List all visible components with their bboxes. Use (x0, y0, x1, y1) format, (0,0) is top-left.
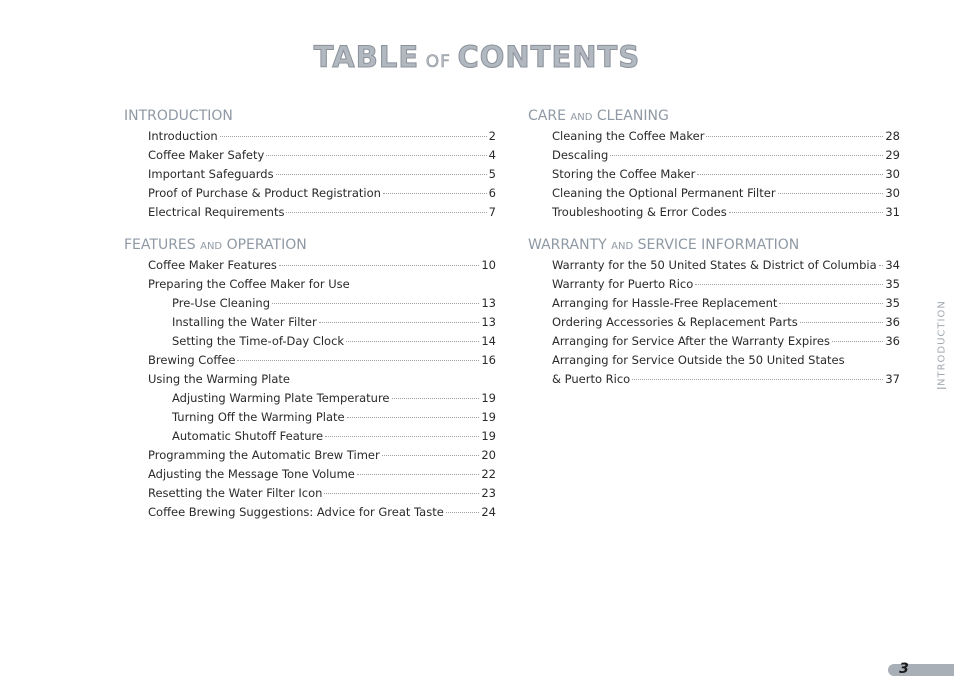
toc-entry-text: Proof of Purchase & Product Registration (148, 186, 381, 200)
toc-entry-text: Cleaning the Coffee Maker (552, 129, 705, 143)
toc-entry[interactable] (528, 313, 900, 332)
left-column (124, 107, 496, 536)
toc-page-number: 23 (481, 486, 496, 500)
toc-entry-text: Ordering Accessories & Replacement Parts (552, 315, 798, 329)
toc-entry[interactable] (528, 275, 900, 294)
toc-entry[interactable] (124, 465, 496, 484)
toc-entry-text: Arranging for Service After the Warranty Expires (552, 334, 830, 348)
toc-entry[interactable] (124, 503, 496, 522)
toc-entry-text: Setting the Time-of-Day Clock (172, 334, 345, 348)
toc-page-number: 36 (885, 334, 900, 348)
toc-entry[interactable] (528, 146, 900, 165)
side-tab-initial: I (935, 385, 949, 391)
section-heading (528, 107, 900, 126)
dot-leader (382, 455, 480, 456)
section-heading-main: FEATURES (124, 237, 196, 253)
toc-entry-text: Cleaning the Optional Permanent Filter (552, 186, 776, 200)
toc-entry[interactable] (528, 165, 900, 184)
toc-entry-text: Coffee Maker Safety (148, 148, 265, 162)
toc-entry[interactable] (124, 351, 496, 370)
toc-page-number: 35 (885, 296, 900, 310)
toc-entry[interactable] (528, 351, 900, 370)
dot-leader (695, 284, 883, 285)
toc-entry-text: Turning Off the Warming Plate (172, 410, 345, 424)
toc-entry-text: Warranty for Puerto Rico (552, 277, 694, 291)
toc-page-number: 19 (481, 410, 496, 424)
toc-entry-text: Preparing the Coffee Maker for Use (148, 277, 350, 291)
dot-leader (610, 155, 883, 156)
toc-page-number: 36 (885, 315, 900, 329)
toc-page-number: 7 (488, 205, 496, 219)
toc-page-number: 29 (885, 148, 900, 162)
toc-page-number: 19 (481, 391, 496, 405)
section-heading-rest: OPERATION (226, 237, 307, 253)
toc-entry-text: Resetting the Water Filter Icon (148, 486, 323, 500)
toc-entry[interactable] (124, 165, 496, 184)
dot-leader (632, 379, 883, 380)
section-heading (124, 236, 496, 255)
dot-leader (357, 474, 479, 475)
dot-leader (729, 212, 884, 213)
toc-page-number: 22 (481, 467, 496, 481)
toc-entry-text: Coffee Maker Features (148, 258, 277, 272)
dot-leader (697, 174, 883, 175)
dot-leader (347, 417, 480, 418)
toc-entry[interactable] (124, 427, 496, 446)
toc-page-number: 13 (481, 296, 496, 310)
toc-entry[interactable] (528, 127, 900, 146)
dot-leader (706, 136, 883, 137)
toc-entry-text: Important Safeguards (148, 167, 274, 181)
section-heading-rest: CLEANING (596, 108, 669, 124)
dot-leader (272, 303, 479, 304)
toc-entry[interactable] (528, 256, 900, 275)
toc-entry[interactable] (124, 332, 496, 351)
section-heading (528, 236, 900, 255)
dot-leader (778, 193, 884, 194)
toc-entry-text: Introduction (148, 129, 218, 143)
toc-entry[interactable] (124, 389, 496, 408)
toc-entry[interactable] (124, 313, 496, 332)
toc-entry-text: Installing the Water Filter (172, 315, 317, 329)
title-word-table: TABLE (313, 40, 420, 74)
dot-leader (220, 136, 487, 137)
page-number: 3 (899, 661, 909, 677)
toc-entry-text: Troubleshooting & Error Codes (552, 205, 727, 219)
dot-leader (383, 193, 487, 194)
toc-entry[interactable] (528, 203, 900, 222)
dot-leader (276, 174, 487, 175)
section-heading-main: WARRANTY (528, 237, 607, 253)
toc-entry[interactable] (124, 370, 496, 389)
toc-entry-list (528, 127, 900, 222)
toc-entry[interactable] (124, 146, 496, 165)
dot-leader (286, 212, 486, 213)
title-word-of: OF (425, 52, 451, 72)
section-heading-main: INTRODUCTION (124, 108, 233, 124)
toc-entry[interactable] (528, 370, 900, 389)
toc-entry[interactable] (124, 294, 496, 313)
toc-page-number: 35 (885, 277, 900, 291)
dot-leader (392, 398, 480, 399)
section-heading-main: CARE (528, 108, 566, 124)
dot-leader (779, 303, 883, 304)
dot-leader (237, 360, 479, 361)
toc-entry-text: Brewing Coffee (148, 353, 236, 367)
toc-entry-text: Automatic Shutoff Feature (172, 429, 324, 443)
section-heading (124, 107, 496, 126)
toc-entry-list (124, 256, 496, 522)
toc-page-number: 5 (488, 167, 496, 181)
section-heading-conj: AND (611, 241, 634, 252)
dot-leader (346, 341, 479, 342)
section-heading-conj: AND (200, 241, 223, 252)
toc-page-number: 30 (885, 167, 900, 181)
toc-entry-text: Programming the Automatic Brew Timer (148, 448, 380, 462)
page-title (0, 40, 954, 74)
toc-entry[interactable] (124, 408, 496, 427)
toc-entry[interactable] (528, 332, 900, 351)
toc-entry[interactable] (124, 184, 496, 203)
toc-page-number: 28 (885, 129, 900, 143)
toc-page-number: 24 (481, 505, 496, 519)
section-heading-rest: SERVICE INFORMATION (637, 237, 800, 253)
toc-page-number: 20 (481, 448, 496, 462)
dot-leader (325, 436, 479, 437)
toc-entry[interactable] (124, 256, 496, 275)
toc-entry-list (528, 256, 900, 389)
section-heading-conj: AND (570, 112, 593, 123)
toc-page-number: 31 (885, 205, 900, 219)
toc-entry-text: Using the Warming Plate (148, 372, 290, 386)
dot-leader (266, 155, 486, 156)
toc-page-number: 14 (481, 334, 496, 348)
toc-page-number: 10 (481, 258, 496, 272)
toc-page-number: 19 (481, 429, 496, 443)
toc-entry-text: Descaling (552, 148, 609, 162)
dot-leader (832, 341, 883, 342)
side-section-tab (935, 300, 949, 390)
toc-page-number: 16 (481, 353, 496, 367)
title-word-contents: CONTENTS (457, 40, 641, 74)
toc-page-number: 6 (488, 186, 496, 200)
toc-entry[interactable] (528, 184, 900, 203)
toc-entry-list (124, 127, 496, 222)
toc-entry-text: Arranging for Hassle-Free Replacement (552, 296, 778, 310)
dot-leader (879, 265, 884, 266)
toc-entry[interactable] (124, 275, 496, 294)
toc-entry[interactable] (124, 203, 496, 222)
toc-entry-text: Coffee Brewing Suggestions: Advice for Great Taste (148, 505, 444, 519)
toc-entry-text: Arranging for Service Outside the 50 United States (552, 353, 845, 367)
right-column (528, 107, 900, 403)
toc-entry-text: Storing the Coffee Maker (552, 167, 696, 181)
toc-page-number: 37 (885, 372, 900, 386)
toc-page-number: 30 (885, 186, 900, 200)
toc-entry[interactable] (124, 446, 496, 465)
dot-leader (446, 512, 480, 513)
dot-leader (279, 265, 479, 266)
dot-leader (324, 493, 479, 494)
toc-entry-text: Electrical Requirements (148, 205, 285, 219)
toc-entry-text: Warranty for the 50 United States & District of Columbia (552, 258, 877, 272)
dot-leader (319, 322, 480, 323)
side-tab-rest: NTRODUCTION (936, 299, 948, 386)
toc-entry-text: Pre-Use Cleaning (172, 296, 270, 310)
toc-page-number: 2 (488, 129, 496, 143)
toc-entry-text: & Puerto Rico (552, 372, 631, 386)
toc-page-number: 13 (481, 315, 496, 329)
toc-entry[interactable] (124, 484, 496, 503)
toc-entry[interactable] (124, 127, 496, 146)
dot-leader (800, 322, 884, 323)
toc-entry-text: Adjusting the Message Tone Volume (148, 467, 355, 481)
toc-page-number: 4 (488, 148, 496, 162)
toc-entry[interactable] (528, 294, 900, 313)
toc-entry-text: Adjusting Warming Plate Temperature (172, 391, 390, 405)
toc-page-number: 34 (885, 258, 900, 272)
